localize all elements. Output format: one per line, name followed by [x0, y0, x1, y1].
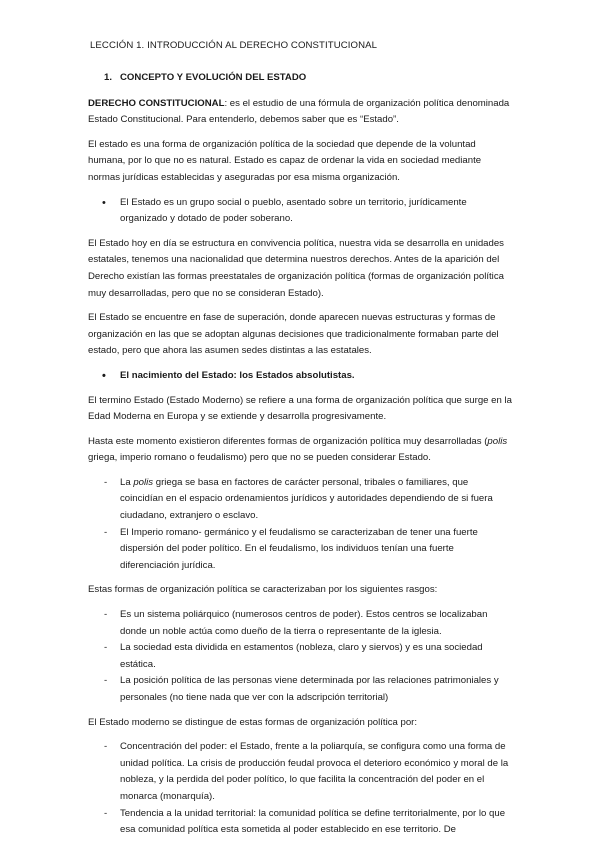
italic-term: polis — [133, 476, 154, 488]
paragraph: El termino Estado (Estado Moderno) se refiere a una forma de organización política que surge en la Edad Moderna en Europa y se extiende y desarrolla progresivamente. — [88, 394, 512, 423]
definition-text: : es el estudio de una fórmula de organización política denominada Estado Constitucional. Para entenderlo, debemos saber que es “Estado”. — [88, 97, 510, 126]
italic-term: polis — [487, 435, 508, 447]
dash-list — [88, 475, 514, 575]
dash-list — [88, 739, 514, 839]
list-item: - Tendencia a la unidad territorial: la comunidad política se define territorialmente, por lo que esa comunidad política esta sometida al poder establecido en ese territorio. De — [88, 806, 514, 839]
subsection-heading: • El nacimiento del Estado: los Estados absolutistas. — [88, 368, 514, 385]
section-heading — [104, 70, 514, 87]
bullet-list — [88, 195, 514, 228]
list-item: - Concentración del poder: el Estado, frente a la poliarquía, se configura como una forma de unidad política. La crisis de producción feudal provoca el deterioro económico y moral de la nobleza, y la perdida del poder político, lo que facilita la concentración del poder en el monarca (monarquía). — [88, 739, 514, 805]
paragraph: El Estado moderno se distingue de estas formas de organización política por: — [88, 716, 418, 728]
paragraph: El Estado hoy en día se estructura en convivencia política, nuestra vida se desarrolla en unidades estatales, tenemos una nacionalidad que determina nuestros derechos. Antes de la aparición del Derecho existían las formas preestatales de organización política (formas de organización política muy desarrolladas, pero que no se consideran Estado). — [88, 237, 504, 299]
list-item — [88, 475, 514, 525]
text-run: griega se basa en factores de carácter personal, tribales o familiares, que coincidían en el espacio ordenamientos jurídicos y autoridades dependiendo de si fuera ciudadano, extranjero o esclavo. — [120, 476, 493, 522]
dash-list — [88, 607, 514, 707]
paragraph: Estas formas de organización política se caracterizaban por los siguientes rasgos: — [88, 584, 438, 596]
paragraph: El estado es una forma de organización política de la sociedad que depende de la voluntad humana, por lo que no es natural. Estado es capaz de ordenar la vida en sociedad mediante normas jurídicas establecidas y aseguradas por esa misma organización. — [88, 138, 482, 183]
list-item: - El Imperio romano- germánico y el feudalismo se caracterizaban de tener una fuerte dispersión del poder político. En el feudalismo, los individuos tenían una fuerte diferenciación jurídica. — [88, 525, 514, 575]
section-title: CONCEPTO Y EVOLUCIÓN DEL ESTADO — [120, 72, 307, 83]
list-item: - La posición política de las personas viene determinada por las relaciones patrimoniales y personales (no tiene nada que ver con la adscripción territorial) — [88, 673, 514, 706]
paragraph-definition — [88, 96, 514, 129]
text-run: griega, imperio romano o feudalismo) pero que no se pueden considerar Estado. — [88, 452, 431, 464]
definition-term: DERECHO CONSTITUCIONAL — [88, 97, 225, 109]
list-item: - La sociedad esta dividida en estamentos (nobleza, claro y siervos) y es una sociedad estática. — [88, 640, 514, 673]
running-header: LECCIÓN 1. INTRODUCCIÓN AL DERECHO CONSTITUCIONAL — [90, 40, 378, 51]
document-body — [88, 70, 514, 847]
bullet-list — [88, 368, 514, 385]
list-item: - Es un sistema poliárquico (numerosos centros de poder). Estos centros se localizaban donde un noble actúa como dueño de la tierra o representante de la iglesia. — [88, 607, 514, 640]
text-run: La — [120, 476, 134, 488]
text-run: Hasta este momento existieron diferentes formas de organización política muy desarrolladas ( — [88, 435, 488, 447]
paragraph: El Estado se encuentre en fase de superación, donde aparecen nuevas estructuras y formas de organización en las que se adoptan algunas decisiones que tradicionalmente formaban parte del estado, pero que ahora las asumen sedes distintas a las estatales. — [88, 312, 499, 357]
paragraph — [88, 434, 514, 467]
bullet-item: • El Estado es un grupo social o pueblo, asentado sobre un territorio, jurídicamente organizado y dotado de poder soberano. — [88, 195, 514, 228]
section-number: 1. — [104, 72, 113, 83]
